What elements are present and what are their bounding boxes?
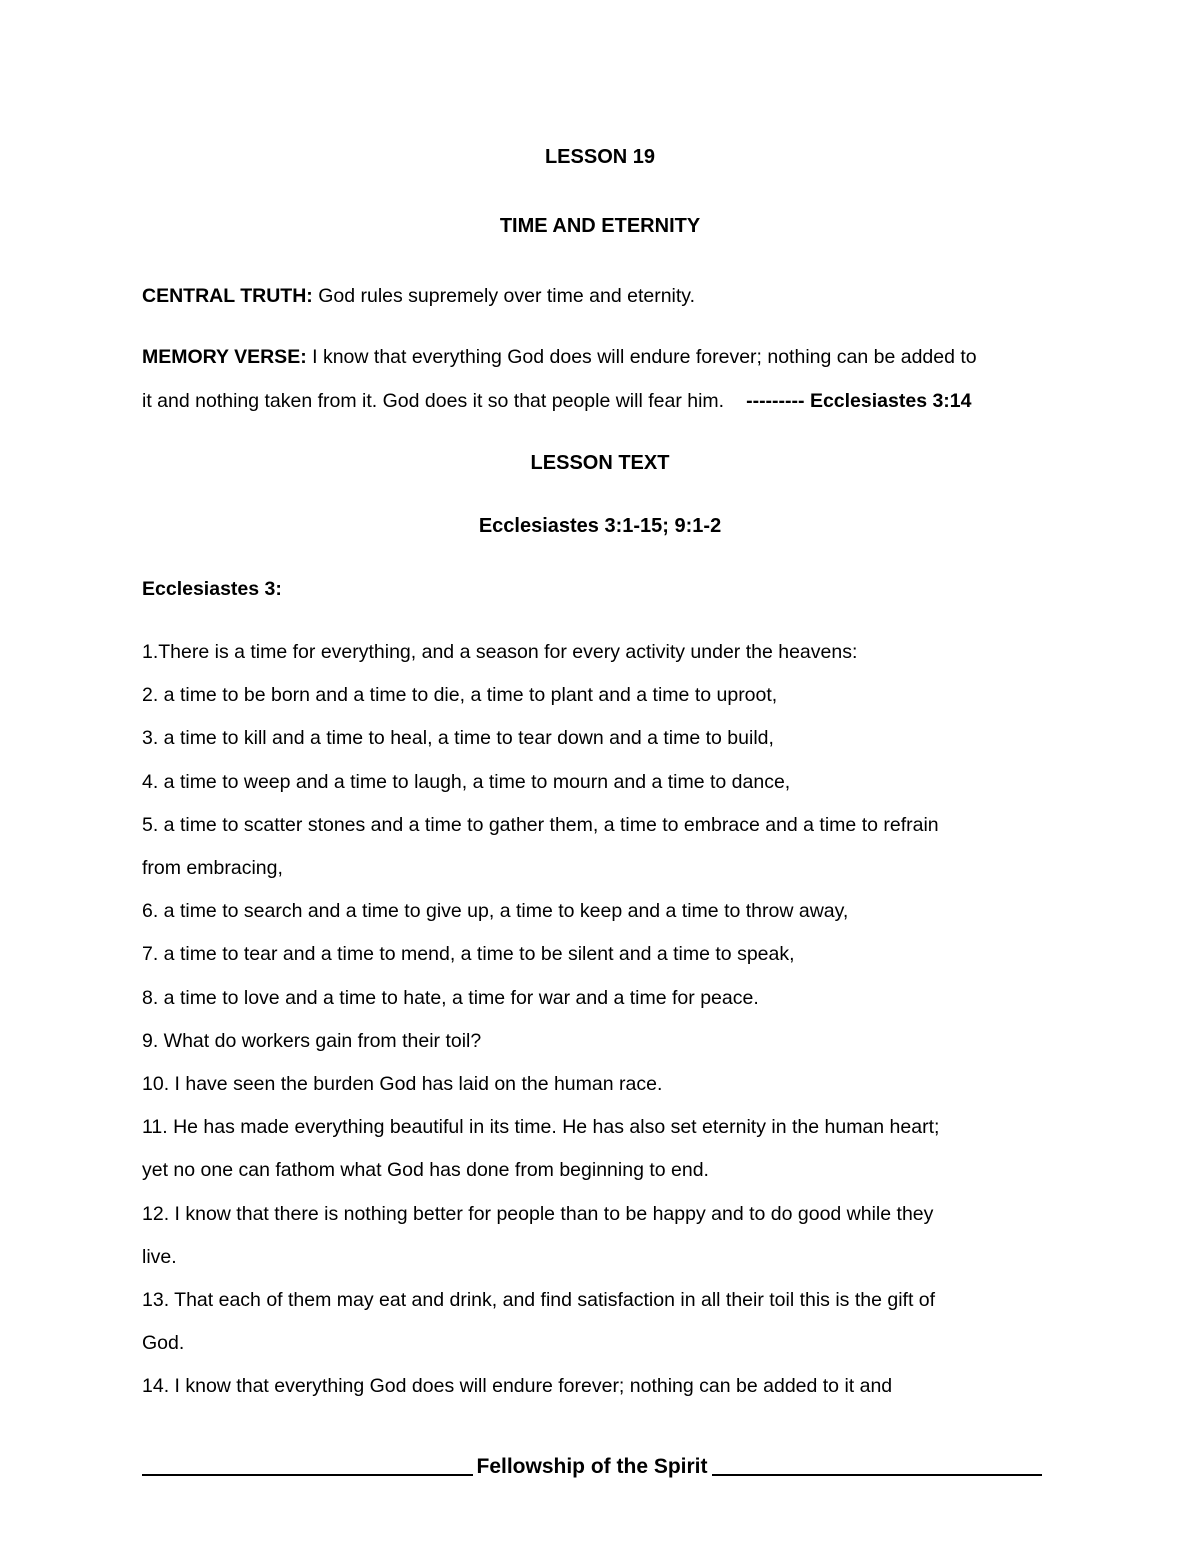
chapter-heading: Ecclesiastes 3: [142,578,282,600]
verse-line: 7. a time to tear and a time to mend, a time to be silent and a time to speak, [142,943,795,965]
footer-rule-left [142,1474,473,1476]
central-truth-text: God rules supremely over time and eternity. [312,285,696,307]
lesson-text-heading: LESSON TEXT [530,452,670,474]
verse-line: 11. He has made everything beautiful in its time. He has also set eternity in the human heart; [142,1116,940,1138]
verse-line: 9. What do workers gain from their toil? [142,1030,482,1052]
verse-line: 13. That each of them may eat and drink, and find satisfaction in all their toil this is the gift of [142,1289,936,1311]
lesson-title: TIME AND ETERNITY [499,215,701,237]
verse-line: live. [142,1246,177,1268]
memory-verse-text-1: I know that everything God does will endure forever; nothing can be added to [306,346,977,368]
verse-line: 1.There is a time for everything, and a season for every activity under the heavens: [142,641,858,663]
central-truth-label: CENTRAL TRUTH: [142,285,313,307]
memory-verse-line-1 [142,346,1072,369]
verse-line: from embracing, [142,857,283,879]
memory-verse-text-2: it and nothing taken from it. God does it so that people will fear him. [142,390,725,412]
central-truth [142,285,1072,308]
memory-verse-label: MEMORY VERSE: [142,346,307,368]
verse-line: 14. I know that everything God does will endure forever; nothing can be added to it and [142,1375,893,1397]
lesson-number: LESSON 19 [544,146,656,168]
verse-line: 2. a time to be born and a time to die, a time to plant and a time to uproot, [142,684,778,706]
footer-rule-right [712,1474,1043,1476]
verse-line: 8. a time to love and a time to hate, a time for war and a time for peace. [142,987,759,1009]
lesson-text-reference: Ecclesiastes 3:1-15; 9:1-2 [478,515,722,537]
verse-line: 4. a time to weep and a time to laugh, a time to mourn and a time to dance, [142,771,791,793]
verse-line: 3. a time to kill and a time to heal, a time to tear down and a time to build, [142,727,774,749]
footer-text: Fellowship of the Spirit [476,1455,708,1478]
verse-line: 10. I have seen the burden God has laid on the human race. [142,1073,663,1095]
verse-line: 5. a time to scatter stones and a time to gather them, a time to embrace and a time to refrain [142,814,939,836]
memory-verse-line-2 [142,390,1072,413]
verse-line: yet no one can fathom what God has done from beginning to end. [142,1159,709,1181]
memory-verse-reference: --------- Ecclesiastes 3:14 [746,390,972,412]
verse-line: 12. I know that there is nothing better for people than to be happy and to do good while they [142,1203,934,1225]
verse-line: 6. a time to search and a time to give up, a time to keep and a time to throw away, [142,900,849,922]
verse-line: God. [142,1332,185,1354]
footer [142,1455,1042,1479]
